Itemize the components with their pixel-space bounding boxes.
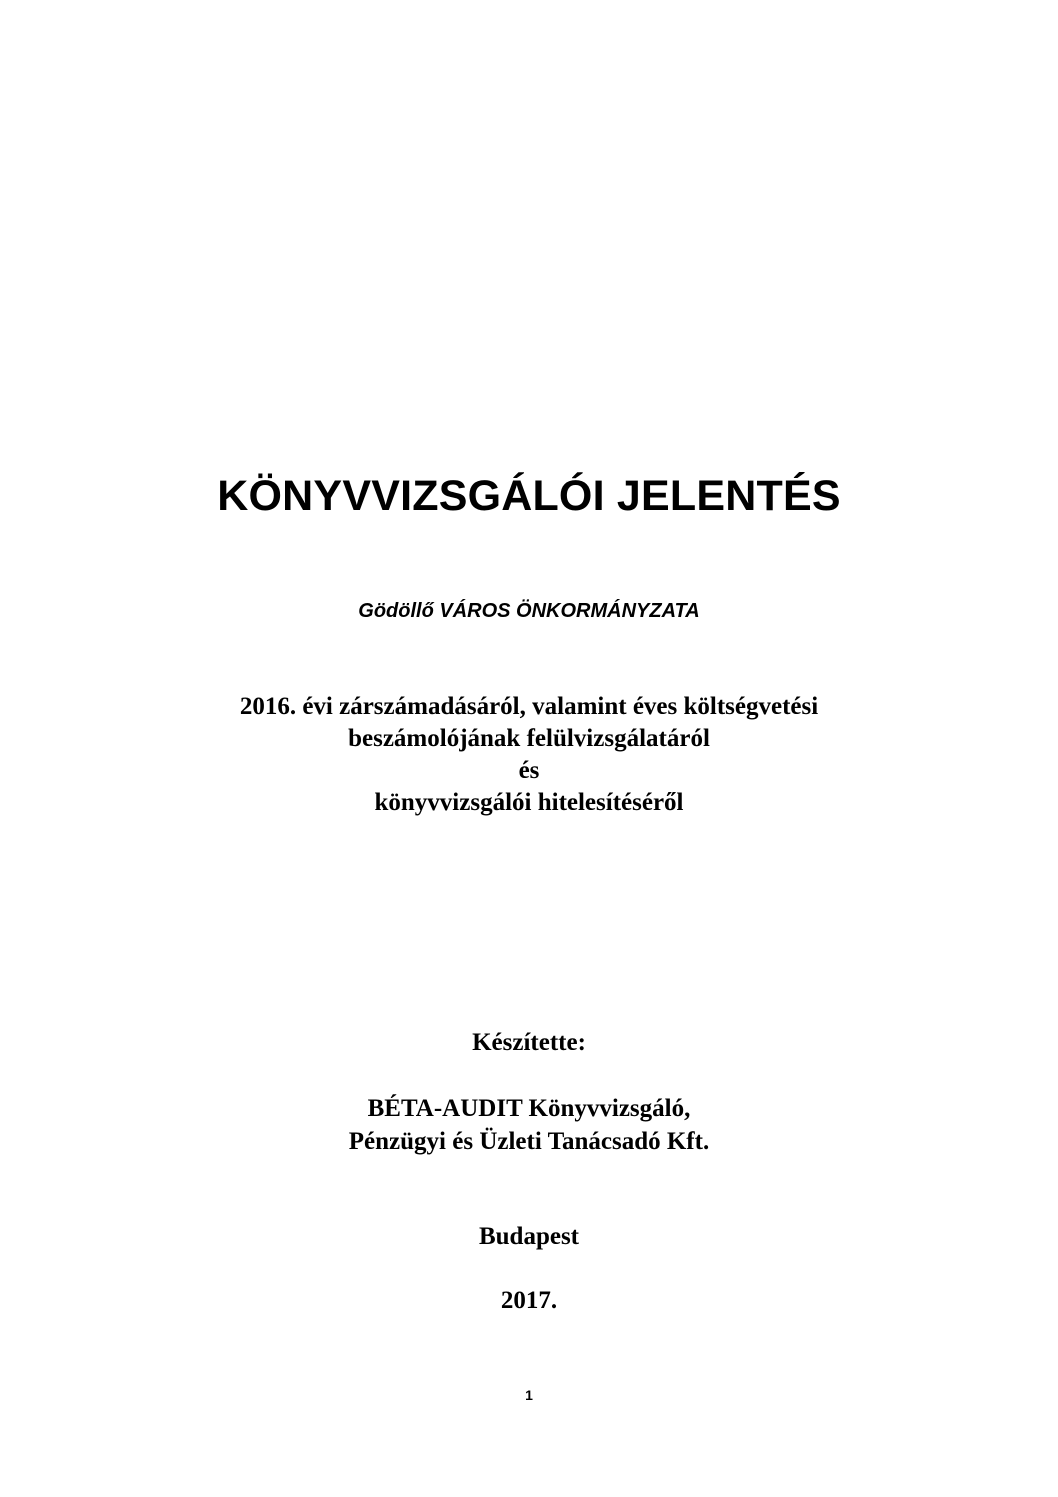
subject-line: beszámolójának felülvizsgálatáról [348, 725, 710, 752]
company-name [0, 1092, 1058, 1158]
page-number: 1 [525, 1387, 533, 1403]
year: 2017. [500, 1287, 558, 1314]
entity-name: Gödöllő VÁROS ÖNKORMÁNYZATA [358, 600, 700, 622]
company-line: BÉTA-AUDIT Könyvvizsgáló, [367, 1095, 691, 1122]
city: Budapest [478, 1223, 580, 1250]
company-line: Pénzügyi és Üzleti Tanácsadó Kft. [348, 1128, 710, 1155]
subject-line: és [518, 757, 540, 784]
prepared-by-label: Készítette: [472, 1029, 586, 1056]
report-title: KÖNYVVIZSGÁLÓI JELENTÉS [217, 472, 841, 520]
subject-line: könyvvizsgálói hitelesítéséről [374, 789, 684, 816]
subject-line: 2016. évi zárszámadásáról, valamint éves költségvetési [239, 693, 819, 720]
report-subject [0, 691, 1058, 819]
